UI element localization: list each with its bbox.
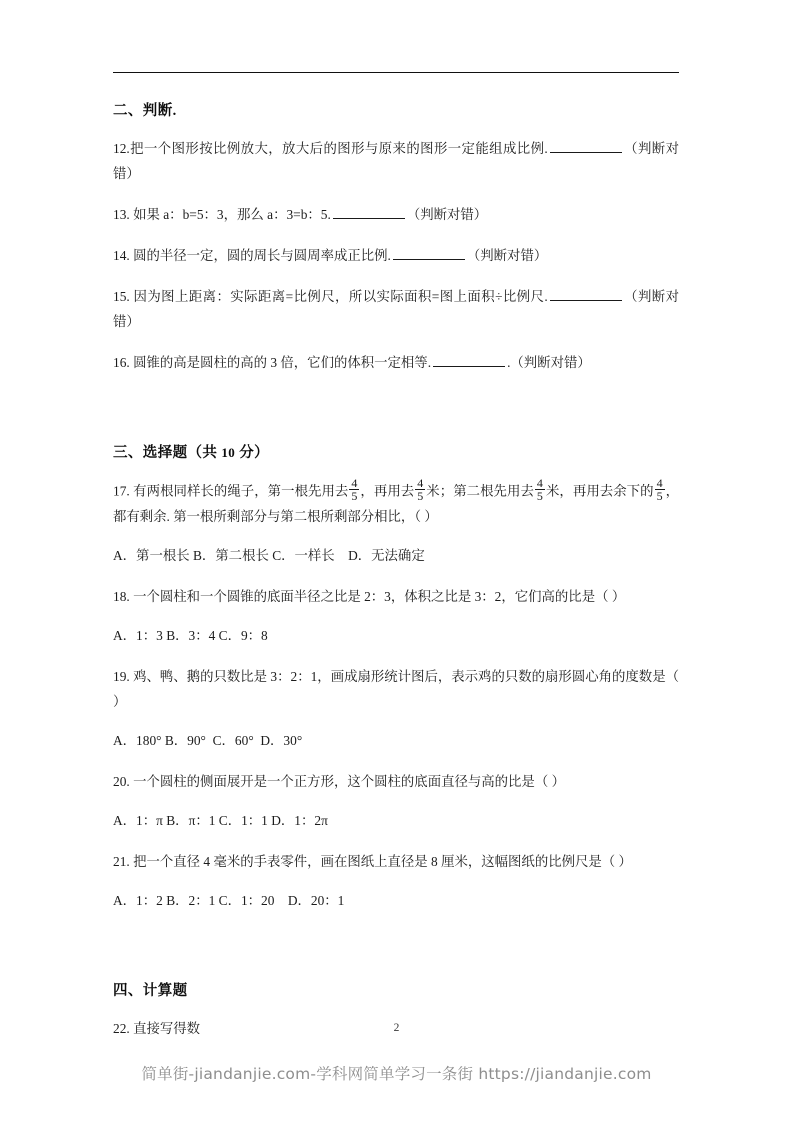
fraction-numerator: 4	[351, 475, 358, 490]
footer-watermark: 简单街-jiandanjie.com-学科网简单学习一条街 https://jiandanjie.com	[141, 1065, 652, 1083]
fraction-four-fifths-1	[349, 477, 359, 503]
question-20-number: 20.	[113, 773, 130, 789]
question-20-text: 一个圆柱的侧面展开是一个正方形，这个圆柱的底面直径与高的比是（ ）	[133, 773, 565, 789]
question-14-text: 圆的半径一定，圆的周长与圆周率成正比例.	[133, 248, 391, 263]
question-17-part5: ，都有剩余. 第一根所剩部分与第二根所剩部分相比，（ ）	[113, 483, 680, 524]
page-number: 2	[393, 1022, 400, 1034]
fraction-four-fifths-4	[655, 477, 665, 503]
question-15-suffix: （判断对错）	[113, 289, 679, 329]
question-15-answer-blank[interactable]	[550, 287, 622, 301]
question-13-text: 如果 a：b=5：3，那么 a：3=b：5.	[133, 207, 331, 222]
question-17-part2: ，再用去	[360, 483, 415, 499]
question-14-number: 14.	[113, 248, 130, 263]
question-13-answer-blank[interactable]	[333, 205, 405, 219]
question-15-number: 15.	[113, 289, 130, 304]
fraction-denominator: 5	[351, 489, 358, 504]
question-14-answer-blank[interactable]	[393, 246, 465, 260]
question-17-part4: 米，再用去余下的	[545, 483, 654, 499]
fraction-four-fifths-3	[535, 477, 545, 503]
fraction-denominator: 5	[656, 489, 663, 504]
question-15-text: 因为图上距离：实际距离=比例尺，所以实际面积=图上面积÷比例尺.	[133, 289, 548, 304]
question-22-text: 直接写得数	[133, 1020, 201, 1036]
section-heading-mc-main: 三、选择题（共	[113, 445, 218, 461]
question-19-text: 鸡、鸭、鹅的只数比是 3：2：1，画成扇形统计图后，表示鸡的只数的扇形圆心角的度数是（ ）	[113, 668, 679, 709]
section-gap-2	[113, 913, 679, 953]
question-21-text: 把一个直径 4 毫米的手表零件，画在图纸上直径是 8 厘米，这幅图纸的比例尺是（ ）	[133, 853, 632, 869]
fraction-four-fifths-2	[415, 477, 425, 503]
question-17-part1: 有两根同样长的绳子，第一根先用去	[133, 483, 349, 499]
question-20-options[interactable]: A．1：π B．π：1 C．1：1 D．1：2π	[113, 812, 328, 828]
fraction-numerator: 4	[536, 475, 543, 490]
page-content	[113, 60, 679, 1041]
section-heading-mc-tail: 分）	[239, 445, 269, 461]
question-18-text: 一个圆柱和一个圆锥的底面半径之比是 2：3，体积之比是 3：2，它们高的比是（ ）	[133, 588, 626, 604]
question-13	[113, 202, 679, 227]
question-16-text: 圆锥的高是圆柱的高的 3 倍，它们的体积一定相等.	[133, 355, 432, 370]
question-17-part3: 米；第二根先用去	[426, 483, 534, 499]
question-18-options[interactable]: A．1：3 B．3：4 C．9：8	[113, 627, 268, 643]
question-21	[113, 849, 679, 874]
question-15	[113, 284, 679, 334]
section-heading-calculation: 四、计算题	[113, 982, 188, 999]
question-14-suffix: （判断对错）	[466, 248, 548, 263]
question-19-number: 19.	[113, 668, 130, 684]
question-18	[113, 584, 679, 609]
question-12	[113, 136, 679, 186]
question-17	[113, 475, 680, 529]
question-16-number: 16.	[113, 355, 130, 370]
question-13-number: 13.	[113, 207, 130, 222]
question-16-answer-blank[interactable]	[433, 353, 505, 367]
question-18-number: 18.	[113, 588, 130, 604]
question-12-answer-blank[interactable]	[550, 139, 622, 153]
fraction-numerator: 4	[656, 475, 663, 490]
question-22-number: 22.	[113, 1020, 130, 1036]
question-12-number: 12.	[113, 141, 130, 156]
section-heading-mc-points: 10	[221, 445, 236, 460]
section-heading-multiple-choice	[113, 441, 679, 462]
question-19-options[interactable]: A．180° B．90° C．60° D．30°	[113, 732, 303, 748]
fraction-denominator: 5	[536, 489, 543, 504]
fraction-denominator: 5	[417, 489, 424, 504]
section-gap-1	[113, 375, 679, 415]
question-21-options[interactable]: A．1：2 B．2：1 C．1：20 D．20：1	[113, 892, 345, 908]
question-16	[113, 350, 679, 375]
question-19	[113, 664, 679, 714]
question-17-options[interactable]: A．第一根长 B．第二根长 C．一样长 D．无法确定	[113, 547, 425, 563]
section-heading-judgement: 二、判断.	[113, 103, 177, 119]
question-13-suffix: （判断对错）	[406, 207, 488, 222]
question-12-text: 把一个图形按比例放大，放大后的图形与原来的图形一定能组成比例.	[129, 141, 548, 156]
question-16-suffix: .（判断对错）	[507, 355, 591, 370]
question-14	[113, 243, 679, 268]
question-21-number: 21.	[113, 853, 130, 869]
fraction-numerator: 4	[417, 475, 424, 490]
header-divider	[113, 72, 679, 73]
question-17-number: 17.	[113, 483, 130, 499]
question-12-suffix: （判断对错）	[113, 141, 679, 181]
question-20	[113, 769, 679, 794]
